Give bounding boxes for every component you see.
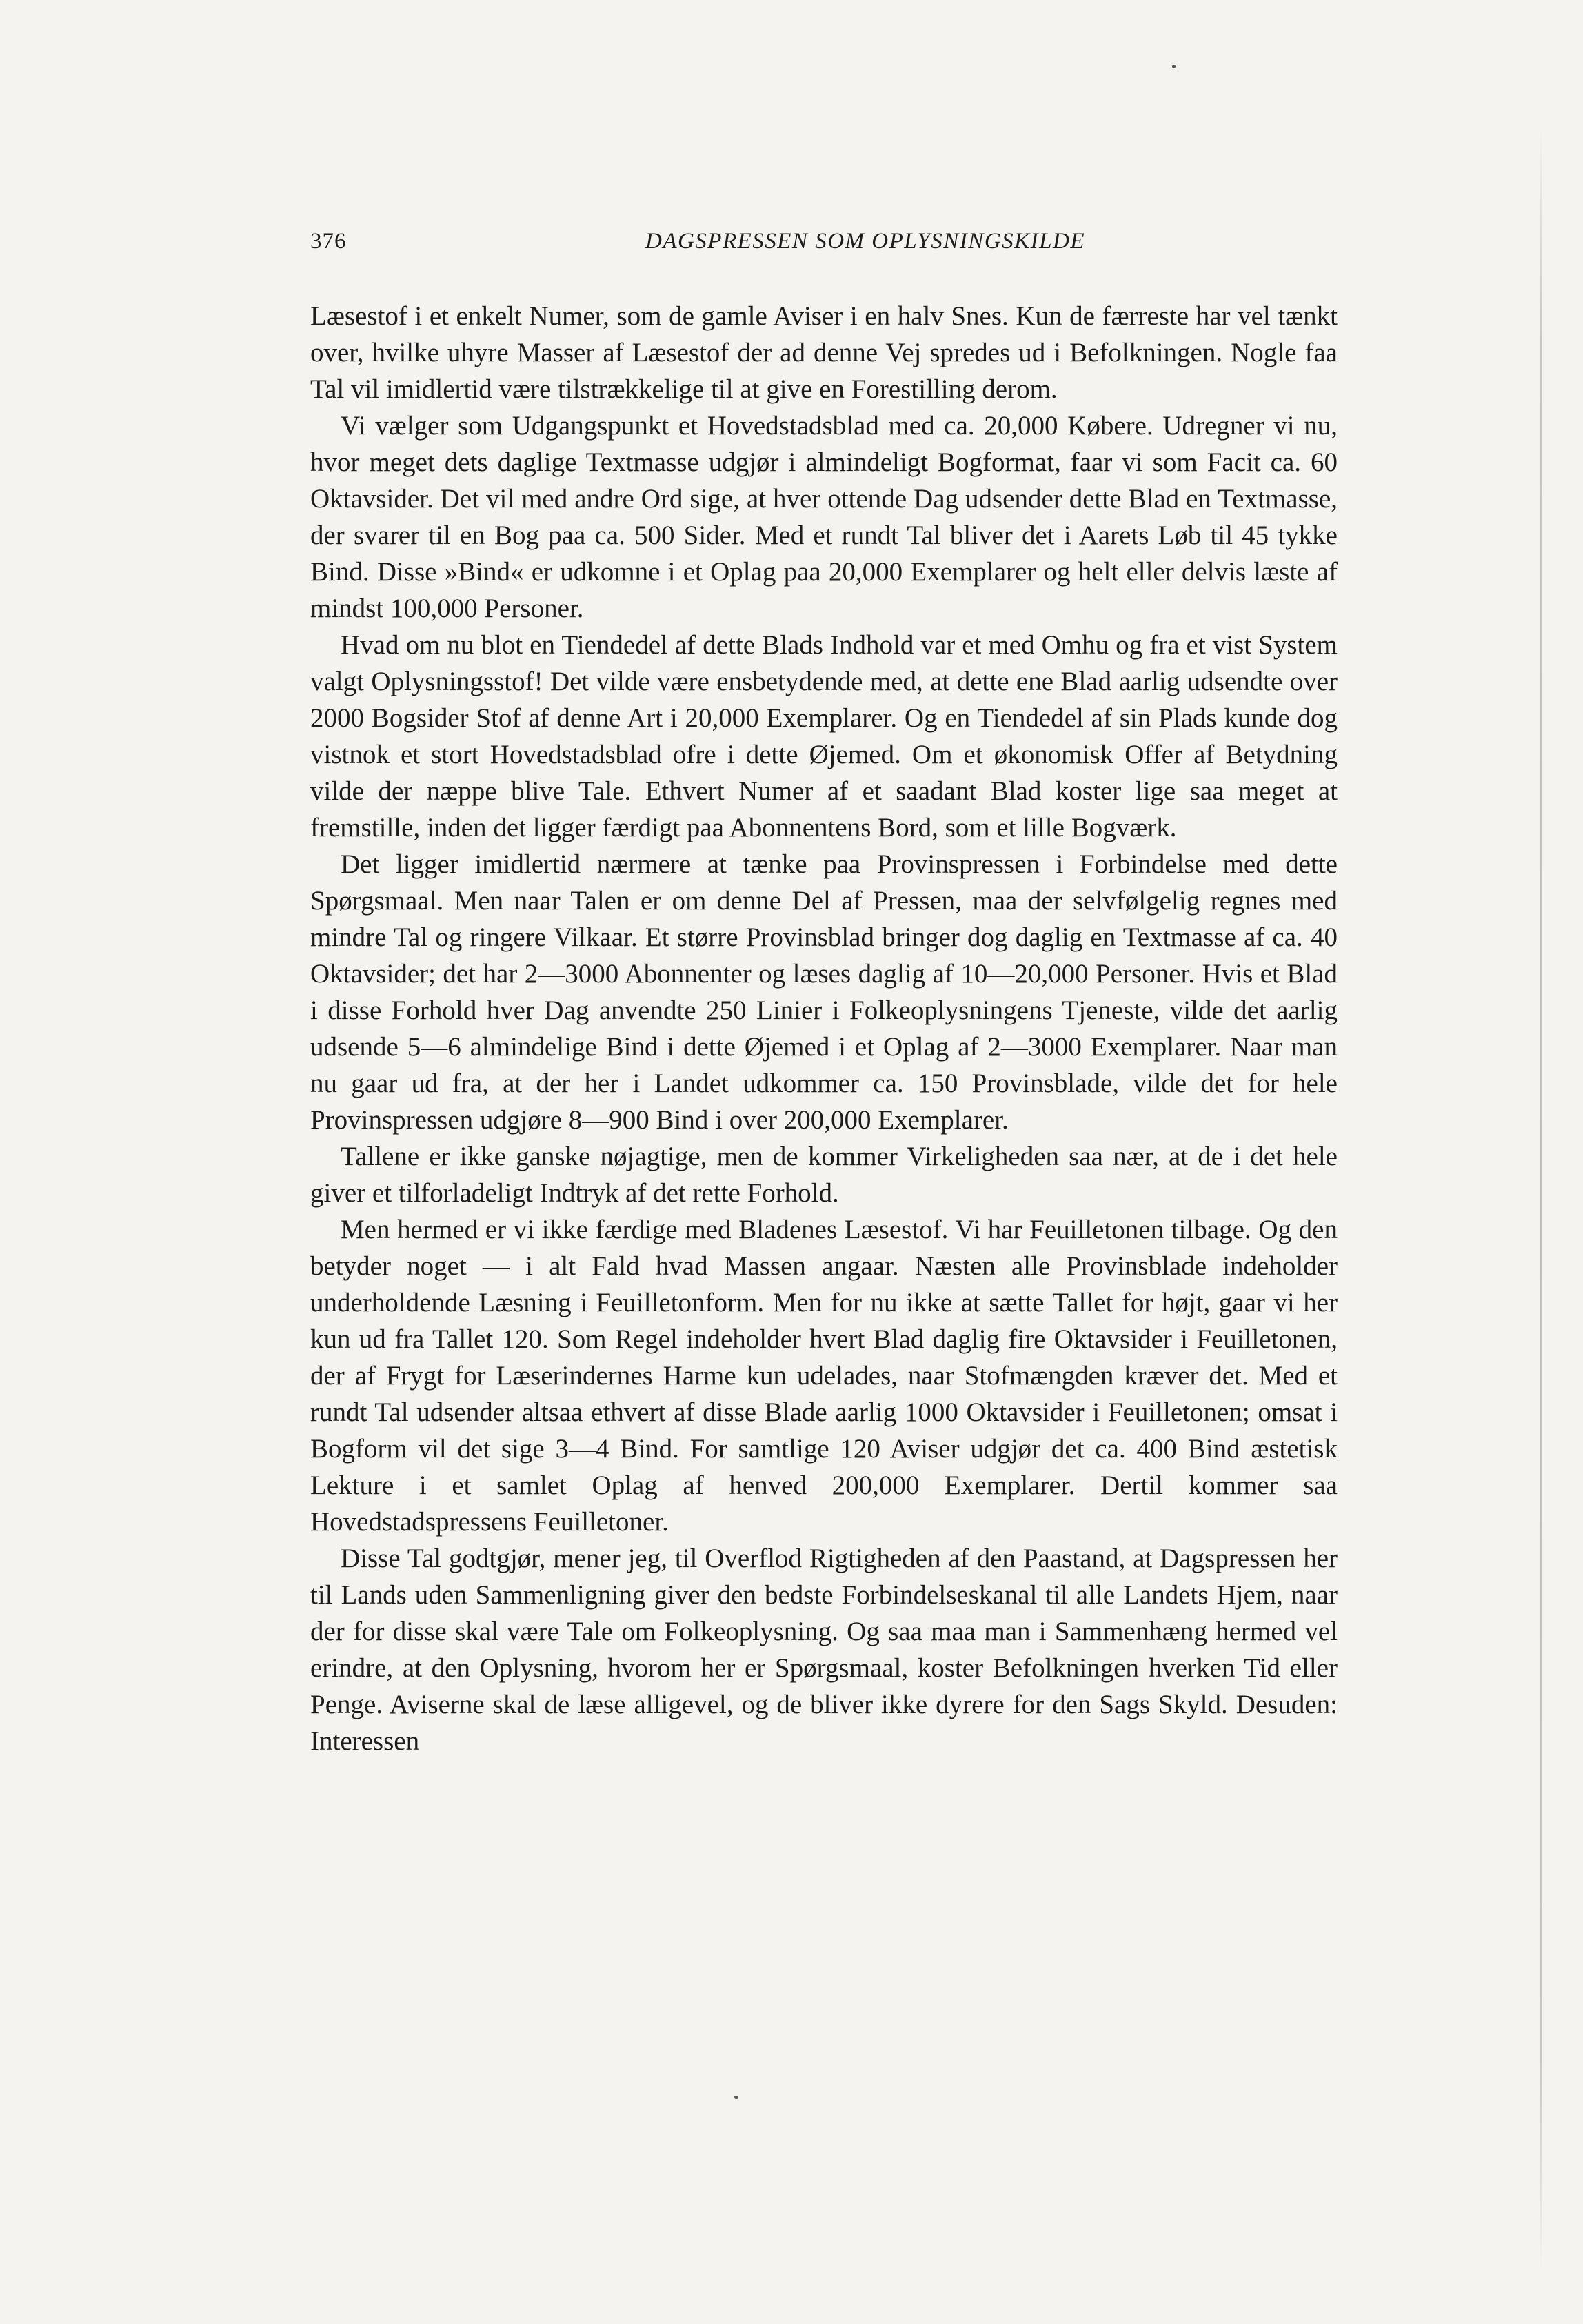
running-header bbox=[310, 221, 1338, 262]
paragraph: Det ligger imidlertid nærmere at tænke paa Provinspressen i Forbindelse med dette Spørgsmaal. Men naar Talen er om denne Del af Pressen, maa der selvfølgelig regnes med mindre Tal og ringere Vilkaar. Et større Provinsblad bringer dog daglig en Textmasse af ca. 40 Oktavsider; det har 2—3000 Abonnenter og læses daglig af 10—20,000 Personer. Hvis et Blad i disse Forhold hver Dag anvendte 250 Linier i Folkeoplysningens Tjeneste, vilde det aarlig udsende 5—6 almindelige Bind i dette Øjemed i et Oplag af 2—3000 Exemplarer. Naar man nu gaar ud fra, at der her i Landet udkommer ca. 150 Provinsblade, vilde det for hele Provinspressen udgjøre 8—900 Bind i over 200,000 Exemplarer. bbox=[310, 849, 1338, 1135]
paragraph: Vi vælger som Udgangspunkt et Hovedstadsblad med ca. 20,000 Købere. Udregner vi nu, hvor meget dets daglige Textmasse udgjør i almindeligt Bogformat, faar vi som Facit ca. 60 Oktavsider. Det vil med andre Ord sige, at hver ottende Dag udsender dette Blad en Textmasse, der svarer til en Bog paa ca. 500 Sider. Med et rundt Tal bliver det i Aarets Løb til 45 tykke Bind. Disse »Bind« er udkomne i et Oplag paa 20,000 Exemplarer og helt eller delvis læste af mindst 100,000 Personer. bbox=[310, 411, 1338, 623]
paragraph: Tallene er ikke ganske nøjagtige, men de kommer Virkeligheden saa nær, at de i det hele giver et tilforladeligt Indtryk af det rette Forhold. bbox=[310, 1142, 1338, 1208]
scan-speck bbox=[1172, 65, 1176, 68]
scan-speck bbox=[734, 2096, 738, 2099]
book-page bbox=[310, 221, 1338, 1759]
scan-page-edge bbox=[1540, 124, 1542, 2275]
paragraph: Disse Tal godtgjør, mener jeg, til Overflod Rigtigheden af den Paastand, at Dagspressen her til Lands uden Sammenligning giver den bedste Forbindelseskanal til alle Landets Hjem, naar der for disse skal være Tale om Folkeoplysning. Og saa maa man i Sammenhæng hermed vel erindre, at den Oplysning, hvorom her er Spørgsmaal, koster Befolkningen hverken Tid eller Penge. Aviserne skal de læse alligevel, og de bliver ikke dyrere for den Sags Skyld. Desuden: Interessen bbox=[310, 1544, 1338, 1756]
body-text bbox=[310, 298, 1338, 1759]
paragraph: Hvad om nu blot en Tiendedel af dette Blads Indhold var et med Omhu og fra et vist System valgt Oplysningsstof! Det vilde være ensbetydende med, at dette ene Blad aarlig udsendte over 2000 Bogsider Stof af denne Art i 20,000 Exemplarer. Og en Tiendedel af sin Plads kunde dog vistnok et stort Hovedstadsblad ofre i dette Øjemed. Om et økonomisk Offer af Betydning vilde der næppe blive Tale. Ethvert Numer af et saadant Blad koster lige saa meget at fremstille, inden det ligger færdigt paa Abonnentens Bord, som et lille Bogværk. bbox=[310, 630, 1338, 842]
paragraph: Læsestof i et enkelt Numer, som de gamle Aviser i en halv Snes. Kun de færreste har vel tænkt over, hvilke uhyre Masser af Læsestof der ad denne Vej spredes ud i Befolkningen. Nogle faa Tal vil imidlertid være tilstrækkelige til at give en Forestilling derom. bbox=[310, 301, 1338, 404]
paragraph: Men hermed er vi ikke færdige med Bladenes Læsestof. Vi har Feuilletonen tilbage. Og den betyder noget — i alt Fald hvad Massen angaar. Næsten alle Provinsblade indeholder underholdende Læsning i Feuilletonform. Men for nu ikke at sætte Tallet for højt, gaar vi her kun ud fra Tallet 120. Som Regel indeholder hvert Blad daglig fire Oktavsider i Feuilletonen, der af Frygt for Læserindernes Harme kun udelades, naar Stofmængden kræver det. Med et rundt Tal udsender altsaa ethvert af disse Blade aarlig 1000 Oktavsider i Feuilletonen; omsat i Bogform vil det sige 3—4 Bind. For samtlige 120 Aviser udgjør det ca. 400 Bind æstetisk Lekture i et samlet Oplag af henved 200,000 Exemplarer. Dertil kommer saa Hovedstadspressens Feuilletoner. bbox=[310, 1215, 1338, 1537]
page-number: 376 bbox=[310, 229, 347, 254]
running-title: DAGSPRESSEN SOM OPLYSNINGSKILDE bbox=[645, 229, 1085, 254]
